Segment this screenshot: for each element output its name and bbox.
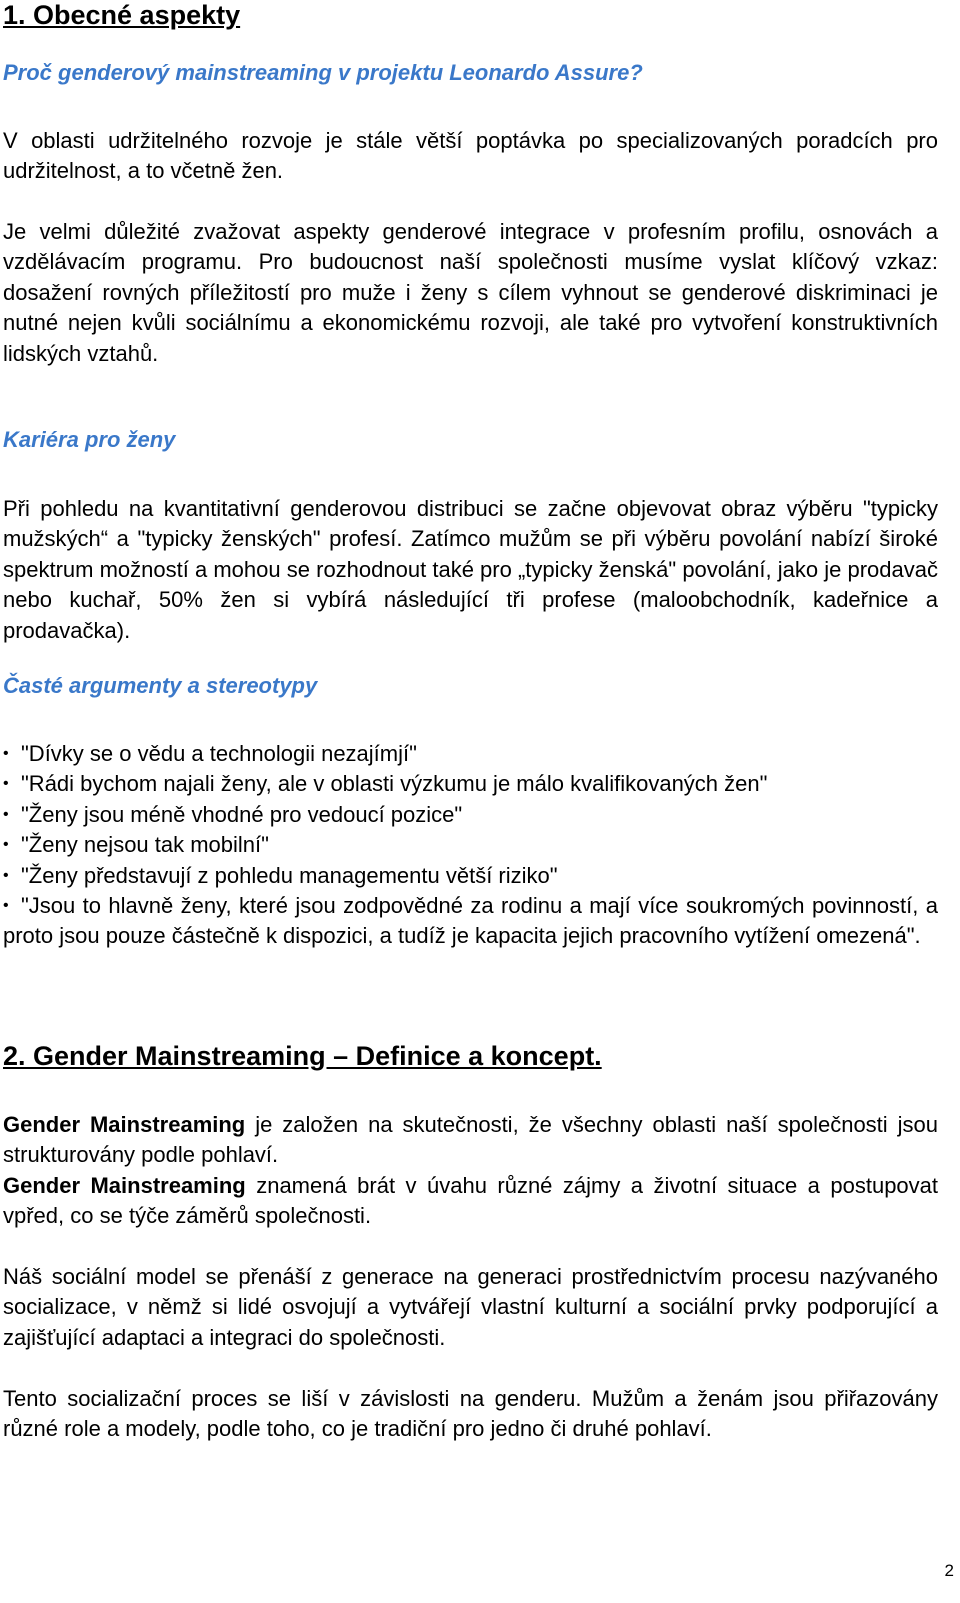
bullet-icon: • xyxy=(3,866,9,884)
subheading-arguments: Časté argumenty a stereotypy xyxy=(3,673,318,698)
page-number: 2 xyxy=(944,1561,954,1580)
list-item: • "Ženy představují z pohledu managementu větší riziko" xyxy=(3,861,938,891)
stereotype-list xyxy=(3,739,938,952)
subheading-why: Proč genderový mainstreaming v projektu Leonardo Assure? xyxy=(3,60,643,85)
bullet-icon: • xyxy=(3,836,9,854)
section1-heading: 1. Obecné aspekty xyxy=(3,0,241,30)
paragraph-sustainability: V oblasti udržitelného rozvoje je stále větší poptávka po specializovaných poradcích pro udržitelnost, a to včetně žen. xyxy=(3,128,938,184)
paragraph-gm-definition-2: Gender Mainstreaming znamená brát v úvahu různé zájmy a životní situace a postupovat vpřed, co se týče záměrů společnosti. xyxy=(3,1173,939,1229)
bullet-icon: • xyxy=(3,897,9,915)
paragraph-career-distribution: Při pohledu na kvantitativní genderovou distribuci se začne objevovat obraz výběru "typicky mužských“ a "typicky ženských" profesí. Zatímco mužům se při výběru povolání nabízí široké spektrum možností a mohou se rozhodnout také pro „typicky ženská" povolání, jako je prodavač nebo kuchař, 50% žen si vybírá následující tři profese (maloobchodník, kadeřnice a prodavačka). xyxy=(3,496,938,643)
list-item: • "Rádi bychom najali ženy, ale v oblasti výzkumu je málo kvalifikovaných žen" xyxy=(3,769,938,799)
subheading-career: Kariéra pro ženy xyxy=(3,427,176,452)
bullet-icon: • xyxy=(3,745,9,762)
list-item: • "Ženy nejsou tak mobilní" xyxy=(3,830,938,860)
bullet-icon: • xyxy=(3,805,9,823)
section2-heading: 2. Gender Mainstreaming – Definice a koncept. xyxy=(3,1041,602,1071)
term-gender-mainstreaming: Gender Mainstreaming xyxy=(3,1112,246,1137)
bullet-icon: • xyxy=(3,775,9,793)
list-item: • "Ženy jsou méně vhodné pro vedoucí pozice" xyxy=(3,800,938,830)
term-gender-mainstreaming: Gender Mainstreaming xyxy=(3,1173,246,1198)
paragraph-gender-roles: Tento socializační proces se liší v závislosti na genderu. Mužům a ženám jsou přiřazovány různé role a modely, podle toho, co je tradiční pro jedno či druhé pohlaví. xyxy=(3,1386,938,1442)
list-item: • "Dívky se o vědu a technologii nezajímjí" xyxy=(3,739,938,769)
paragraph-gender-integration: Je velmi důležité zvažovat aspekty genderové integrace v profesním profilu, osnovách a vzdělávacím programu. Pro budoucnost naší společnosti musíme vyslat klíčový vzkaz: dosažení rovných příležitostí pro muže i ženy s cílem vyhnout se genderové diskriminaci je nutné nejen kvůli sociálnímu a ekonomickému rozvoji, ale také pro vytvoření konstruktivních lidských vztahů. xyxy=(3,219,938,366)
paragraph-socialization: Náš sociální model se přenáší z generace na generaci prostřednictvím procesu nazývaného socializace, v němž si lidé osvojují a vytvářejí vlastní kulturní a sociální prvky podporující a zajišťující adaptaci a integraci do společnosti. xyxy=(3,1264,938,1350)
list-item: • "Jsou to hlavně ženy, které jsou zodpovědné za rodinu a mají více soukromých povinností, a proto jsou pouze částečně k dispozici, a tudíž je kapacita jejich pracovního vytížení omezená". xyxy=(3,893,938,949)
paragraph-gm-definition-1: Gender Mainstreaming je založen na skutečnosti, že všechny oblasti naší společnosti jsou strukturovány podle pohlaví. xyxy=(3,1112,938,1168)
